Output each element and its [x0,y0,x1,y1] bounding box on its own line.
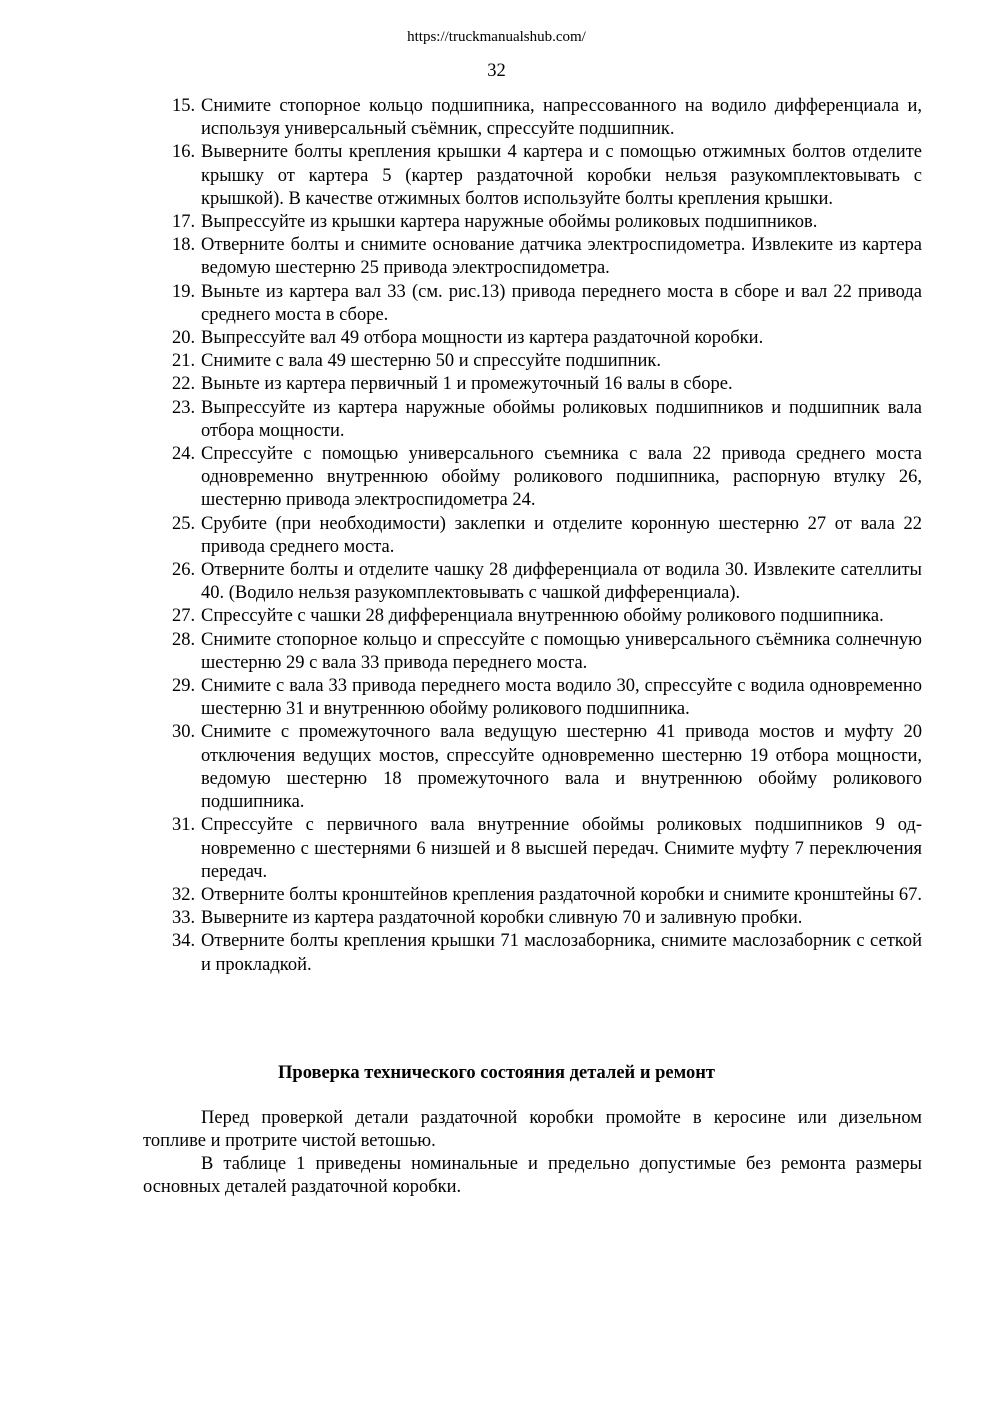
list-item [172,443,922,513]
step-text: Отверните болты крепления крышки 71 маслозаборника, снимите маслозаборник с сеткой и прокладкой. [201,931,922,975]
step-text: Снимите с промежуточного вала ведущую шестерню 41 привода мостов и муфту 20 отключения ведущих мостов, спрессуйте одновременно шестерню 19 отбора мощности, ведомую шестерню 18 промежуточного вала и внутреннюю обойму роликового подшипника. [201,722,922,813]
step-number: 26. [172,560,196,581]
step-number: 28. [172,629,196,650]
step-text: Выпрессуйте вал 49 отбора мощности из картера раздаточной коробки. [201,328,764,349]
list-item [172,907,922,930]
step-text: Спрессуйте с чашки 28 дифференциала внутреннюю обойму роликового подшипника. [201,606,884,627]
step-text: Отверните болты и отделите чашку 28 дифференциала от водила 30. Извлеките сателлиты 40. (Водило нельзя разукомплектовывать с чашкой дифференциала). [201,560,922,604]
list-item [172,141,922,211]
disassembly-steps-list [172,95,922,977]
step-text: Выверните из картера раздаточной коробки сливную 70 и заливную пробки. [201,908,803,929]
list-item [172,930,922,976]
section-heading: Проверка технического состояния деталей и ремонт [278,1063,715,1083]
list-item [172,721,922,814]
step-number: 20. [172,328,196,349]
step-number: 31. [172,815,196,836]
step-text: Выньте из картера вал 33 (см. рис.13) привода переднего моста в сборе и вал 22 привода среднего моста в сборе. [201,281,922,325]
step-number: 23. [172,397,196,418]
list-item [172,884,922,907]
list-item [172,559,922,605]
list-item [172,675,922,721]
list-item [172,350,922,373]
list-item [172,397,922,443]
step-number: 27. [172,606,196,627]
step-text: Выверните болты крепления крышки 4 картера и с помощью отжимных болтов отделите крышку от картера 5 (картер раздаточной коробки нельзя разукомплектовывать с крышкой). В качестве отжимных болтов используйте болты крепления крышки. [201,142,922,209]
page-number: 32 [487,61,506,81]
step-number: 25. [172,513,196,534]
step-number: 21. [172,351,196,372]
source-url[interactable]: https://truckmanualshub.com/ [407,29,586,45]
step-number: 24. [172,444,196,465]
step-number: 16. [172,142,196,163]
list-item [172,95,922,141]
step-text: Спрессуйте с первичного вала внутренние обоймы роликовых подшипников 9 одновременно с шестернями 6 низшей и 8 высшей передач. Снимите муфту 7 переключения передач. [201,815,922,882]
step-number: 30. [172,722,196,743]
list-item [172,605,922,628]
list-item [172,629,922,675]
step-number: 33. [172,908,196,929]
step-number: 29. [172,676,196,697]
step-text: Срубите (при необходимости) заклепки и отделите коронную шестерню 27 от вала 22 привода среднего моста. [201,513,922,557]
list-item [172,373,922,396]
step-text: Снимите стопорное кольцо и спрессуйте с помощью универсального съёмника солнечную шестерню 29 с вала 33 привода переднего моста. [201,629,922,673]
step-text: Выньте из картера первичный 1 и промежуточный 16 валы в сборе. [201,374,733,395]
list-item [172,814,922,884]
step-text: Отверните болты кронштейнов крепления раздаточной коробки и снимите кронштейны 67. [201,884,922,905]
list-item [172,234,922,280]
step-text: Спрессуйте с помощью универсального съемника с вала 22 привода среднего моста одновременно внутреннюю обойму роликового подшипника, распорную втулку 26, шестерню привода электроспидометра 24. [201,444,922,511]
step-text: Снимите с вала 49 шестерню 50 и спрессуйте подшипник. [201,351,662,372]
step-number: 19. [172,281,196,302]
step-number: 17. [172,212,196,233]
step-text: Выпрессуйте из картера наружные обоймы роликовых подшипников и подшипник вала отбора мощности. [201,397,922,441]
body-paragraph: Перед проверкой детали раздаточной коробки промойте в керосине или дизельном топливе и протрите чистой ветошью. [143,1108,922,1152]
list-item [172,211,922,234]
step-number: 22. [172,374,196,395]
step-text: Отверните болты и снимите основание датчика электроспидометра. Извлеките из картера ведомую шестерню 25 привода электроспидометра. [201,235,922,279]
step-number: 18. [172,235,196,256]
list-item [172,327,922,350]
step-number: 32. [172,884,196,905]
list-item [172,513,922,559]
body-paragraph: В таблице 1 приведены номинальные и предельно допустимые без ремонта размеры основных деталей раздаточной коробки. [143,1154,922,1198]
list-item [172,281,922,327]
step-text: Снимите стопорное кольцо подшипника, напрессованного на водило дифференциала и, используя универсальный съёмник, спрессуйте подшипник. [201,96,922,140]
step-text: Выпрессуйте из крышки картера наружные обоймы роликовых подшипников. [201,212,818,233]
step-number: 15. [172,96,196,116]
step-text: Снимите с вала 33 привода переднего моста водило 30, спрессуйте с водила одновременно шестерню 31 и внутреннюю обойму роликового подшипника. [201,676,922,720]
step-number: 34. [172,931,196,952]
